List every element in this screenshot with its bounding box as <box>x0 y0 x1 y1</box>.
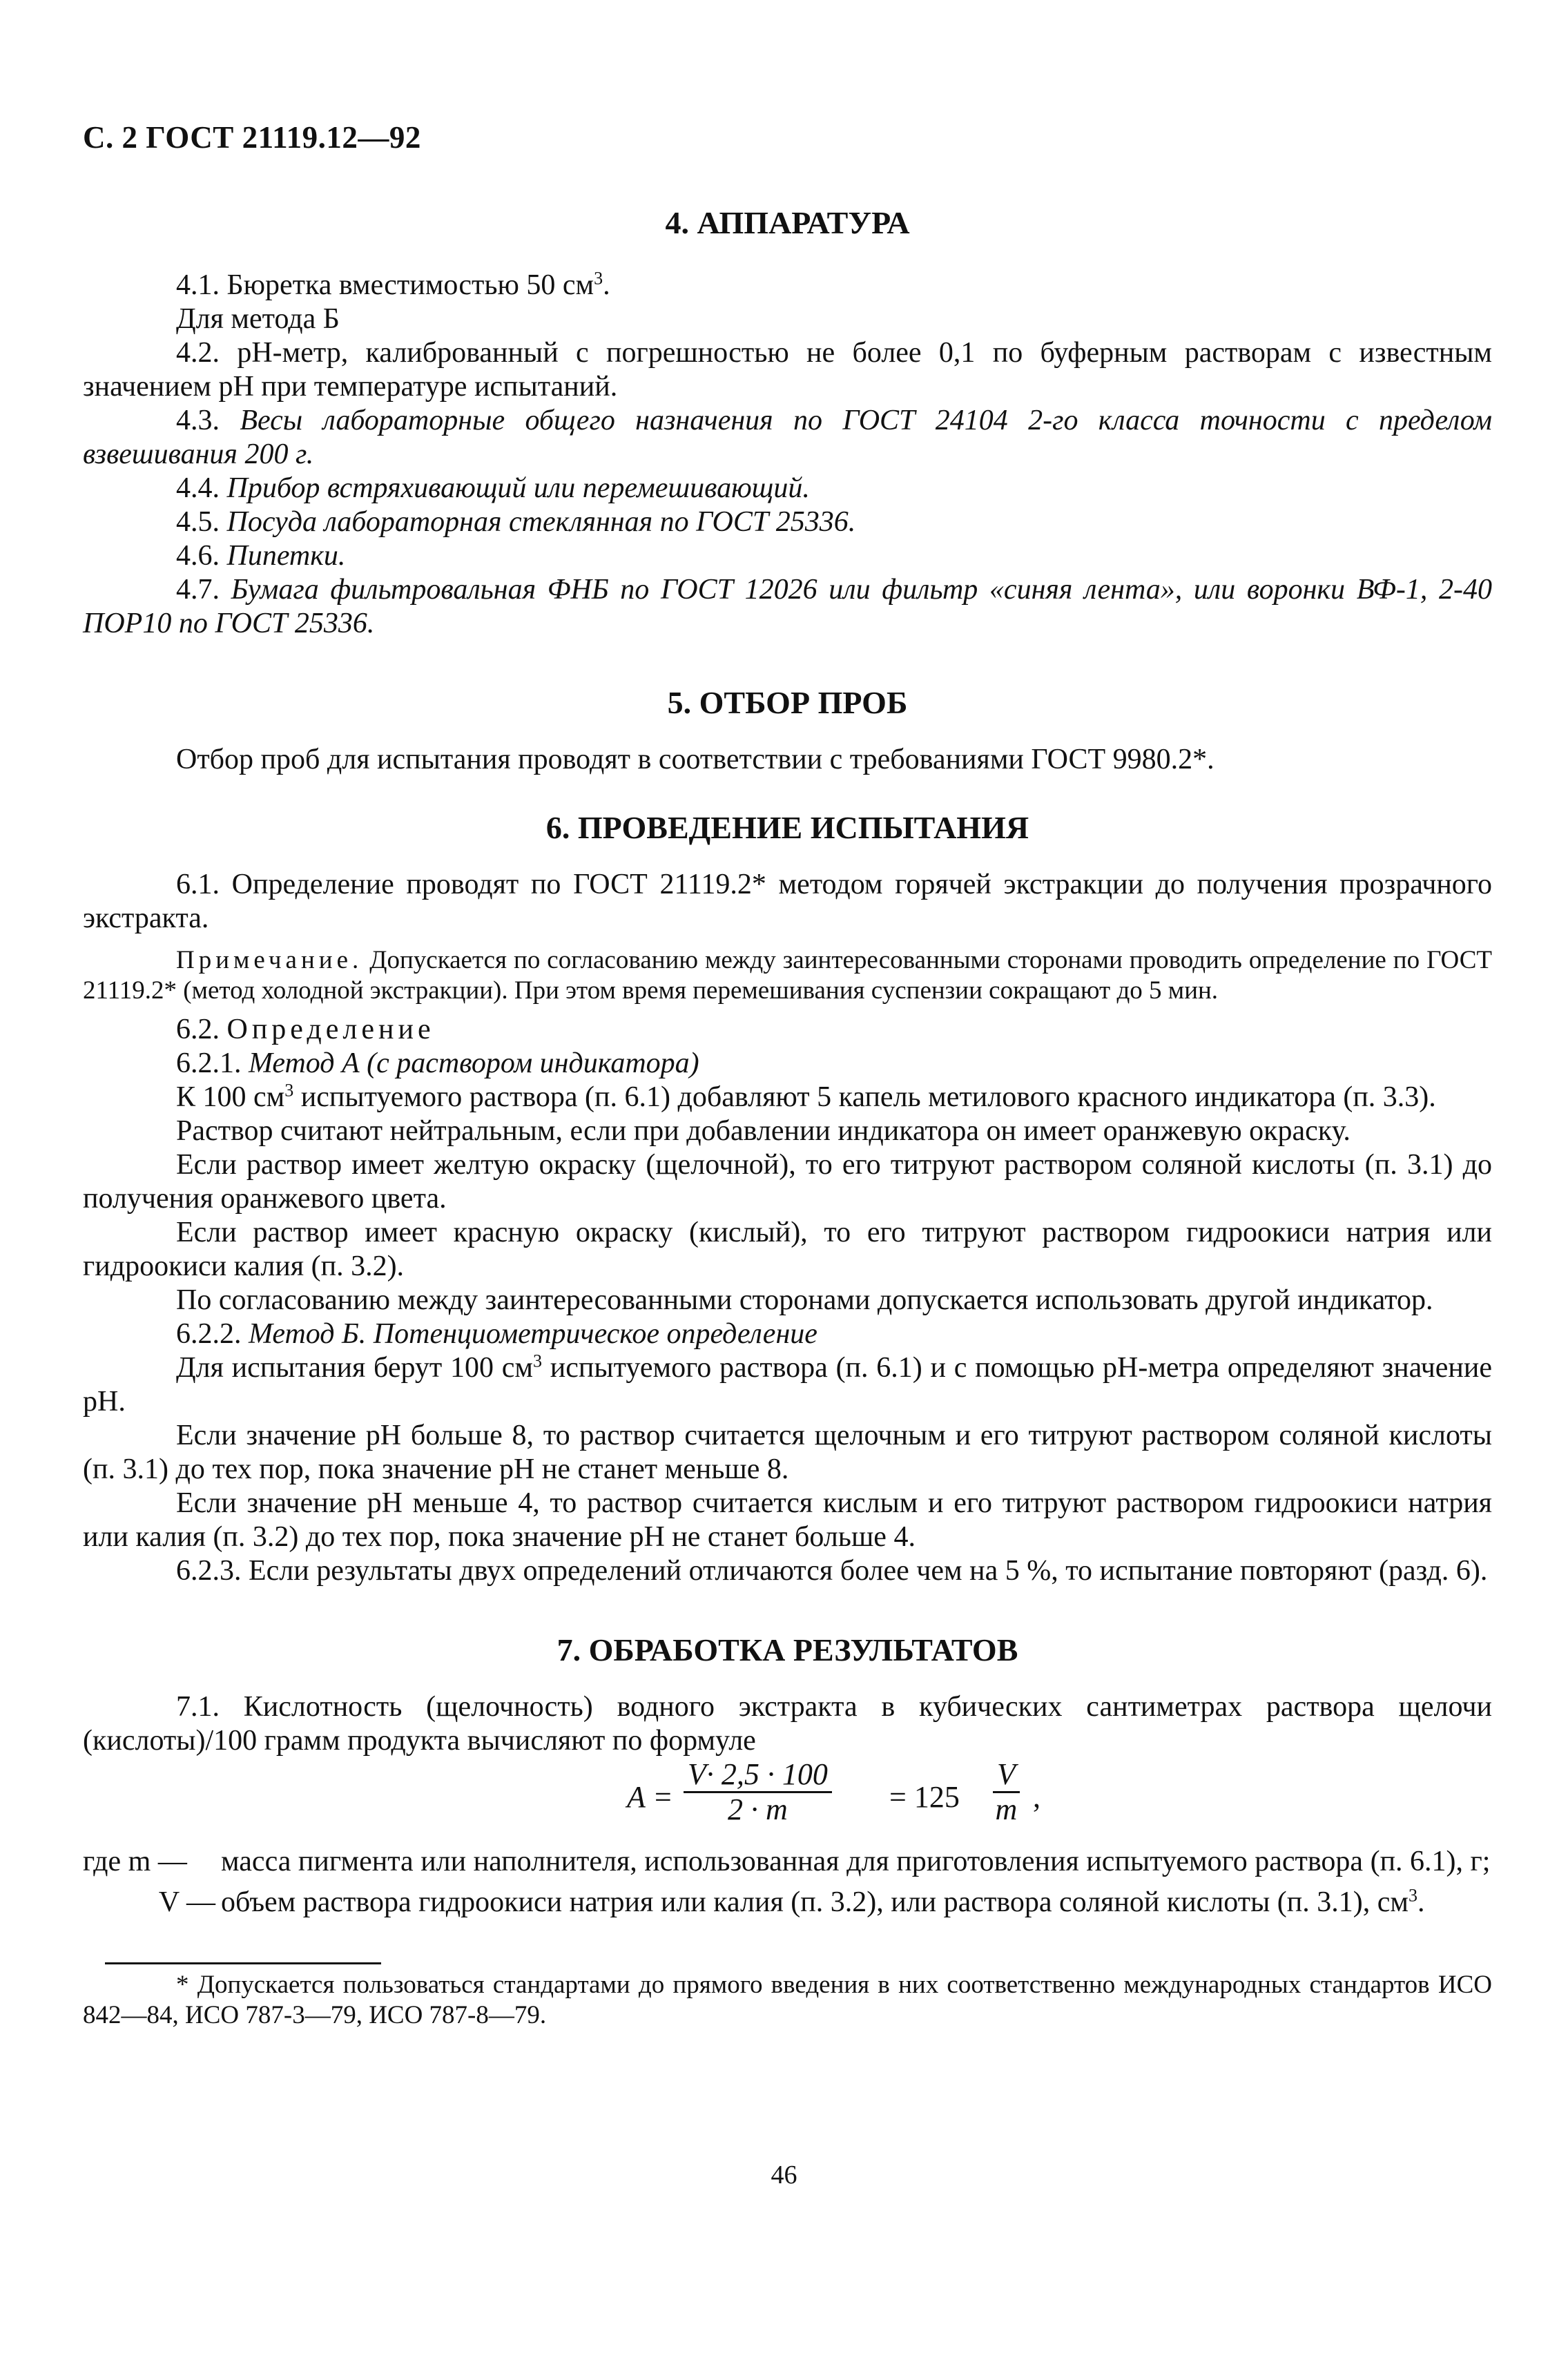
item-6-2-2-c: Если значение рН меньше 4, то раствор считается кислым и его титруют раствором гидроокиси натрия или калия (п. 3.2) до тех пор, пока значение рН не станет больше 4. <box>83 1487 1492 1553</box>
page-number: 46 <box>771 2160 797 2190</box>
item-4-4: 4.4. Прибор встряхивающий или перемешивающий. <box>176 472 810 504</box>
item-4-7: 4.7. Бумага фильтровальная ФНБ по ГОСТ 12026 или фильтр «синяя лента», или воронки ВФ-1, 2-40 ПОР10 по ГОСТ 25336. <box>83 574 1492 639</box>
item-6-2-2: 6.2.2. Метод Б. Потенциометрическое определение <box>176 1318 817 1350</box>
definition-m <box>83 1845 1492 1879</box>
footnote-divider <box>105 1962 381 1964</box>
item-4-6: 4.6. Пипетки. <box>176 540 346 572</box>
formula-fraction-1 <box>684 1758 832 1826</box>
definition-v-text: объем раствора гидроокиси натрия или калия (п. 3.2), или раствора соляной кислоты (п. 3.1), $см^3$. <box>221 1885 1425 1918</box>
formula-denominator-1: 2 · m <box>728 1792 788 1826</box>
item-4-1-method-b: Для метода Б <box>176 303 340 335</box>
definition-v-term: V — <box>158 1886 215 1918</box>
formula-tail: , <box>1033 1780 1041 1814</box>
item-7-1: 7.1. Кислотность (щелочность) водного экстракта в кубических сантиметрах раствора щелочи (кислоты)/100 грамм продукта вычисляют по формуле <box>83 1691 1492 1757</box>
section-4-title: 4. АППАРАТУРА <box>665 205 910 240</box>
item-4-1: 4.1. Бюретка вместимостью 50 $см^3$. <box>176 268 610 301</box>
item-6-2-2-a: Для испытания берут 100 $см^3$ испытуемого раствора (п. 6.1) и с помощью рН-метра определяют значение рН. <box>83 1351 1492 1418</box>
item-6-2-1-e: По согласованию между заинтересованными сторонами допускается использовать другой индикатор. <box>176 1284 1433 1316</box>
item-6-2: 6.2. Определение <box>176 1014 435 1045</box>
formula-fraction-2 <box>993 1758 1020 1826</box>
section-5-text: Отбор проб для испытания проводят в соответствии с требованиями ГОСТ 9980.2*. <box>176 744 1214 775</box>
formula-numerator-1: V· 2,5 · 100 <box>684 1758 832 1793</box>
item-4-5: 4.5. Посуда лабораторная стеклянная по ГОСТ 25336. <box>176 506 856 538</box>
footnote: * Допускается пользоваться стандартами до прямого введения в них соответственно международных стандартов ИСО 842—84, ИСО 787-3—79, ИСО 787-8—79. <box>83 1971 1492 2029</box>
item-4-2: 4.2. рН-метр, калиброванный с погрешностью не более 0,1 по буферным растворам с известным значением рН при температуре испытаний. <box>83 337 1492 403</box>
definition-v <box>83 1886 1492 1920</box>
item-6-2-1-d: Если раствор имеет красную окраску (кислый), то его титруют раствором гидроокиси натрия или гидроокиси калия (п. 3.2). <box>83 1217 1492 1282</box>
item-6-2-1-b: Раствор считают нейтральным, если при добавлении индикатора он имеет оранжевую окраску. <box>176 1115 1351 1147</box>
page-header: С. 2 ГОСТ 21119.12—92 <box>83 120 421 155</box>
formula-middle: = 125 <box>889 1780 960 1814</box>
item-6-2-1: 6.2.1. Метод А (с раствором индикатора) <box>176 1047 699 1079</box>
formula-numerator-2: V <box>993 1758 1020 1793</box>
note-6-1: Примечание. Допускается по согласованию между заинтересованными сторонами проводить определение по ГОСТ 21119.2* (метод холодной экстракции). При этом время перемешивания суспензии сокращают до 5 мин. <box>83 946 1492 1005</box>
formula-lhs: A = <box>627 1780 673 1814</box>
section-6-title: 6. ПРОВЕДЕНИЕ ИСПЫТАНИЯ <box>545 810 1029 845</box>
document-body <box>83 204 1492 2031</box>
section-5-title: 5. ОТБОР ПРОБ <box>667 685 908 720</box>
item-6-1: 6.1. Определение проводят по ГОСТ 21119.2* методом горячей экстракции до получения прозрачного экстракта. <box>83 869 1492 934</box>
section-7-title: 7. ОБРАБОТКА РЕЗУЛЬТАТОВ <box>556 1632 1018 1668</box>
item-4-3: 4.3. Весы лабораторные общего назначения по ГОСТ 24104 2-го класса точности с пределом взвешивания 200 г. <box>83 405 1493 470</box>
item-6-2-2-b: Если значение рН больше 8, то раствор считается щелочным и его титруют раствором соляной кислоты (п. 3.1) до тех пор, пока значение рН не станет меньше 8. <box>83 1420 1492 1485</box>
formula-denominator-2: m <box>995 1792 1018 1826</box>
formula <box>83 1758 1492 1845</box>
item-6-2-3: 6.2.3. Если результаты двух определений отличаются более чем на 5 %, то испытание повторяют (разд. 6). <box>176 1555 1488 1587</box>
item-6-2-1-c: Если раствор имеет желтую окраску (щелочной), то его титруют раствором соляной кислоты (п. 3.1) до получения оранжевого цвета. <box>83 1149 1492 1215</box>
item-6-2-1-a: К 100 $см^3$ испытуемого раствора (п. 6.1) добавляют 5 капель метилового красного индикатора (п. 3.3). <box>176 1080 1436 1113</box>
definition-m-text: масса пигмента или наполнителя, использованная для приготовления испытуемого раствора (п. 6.1), г; <box>221 1846 1491 1877</box>
definition-m-term: где m — <box>83 1846 187 1877</box>
